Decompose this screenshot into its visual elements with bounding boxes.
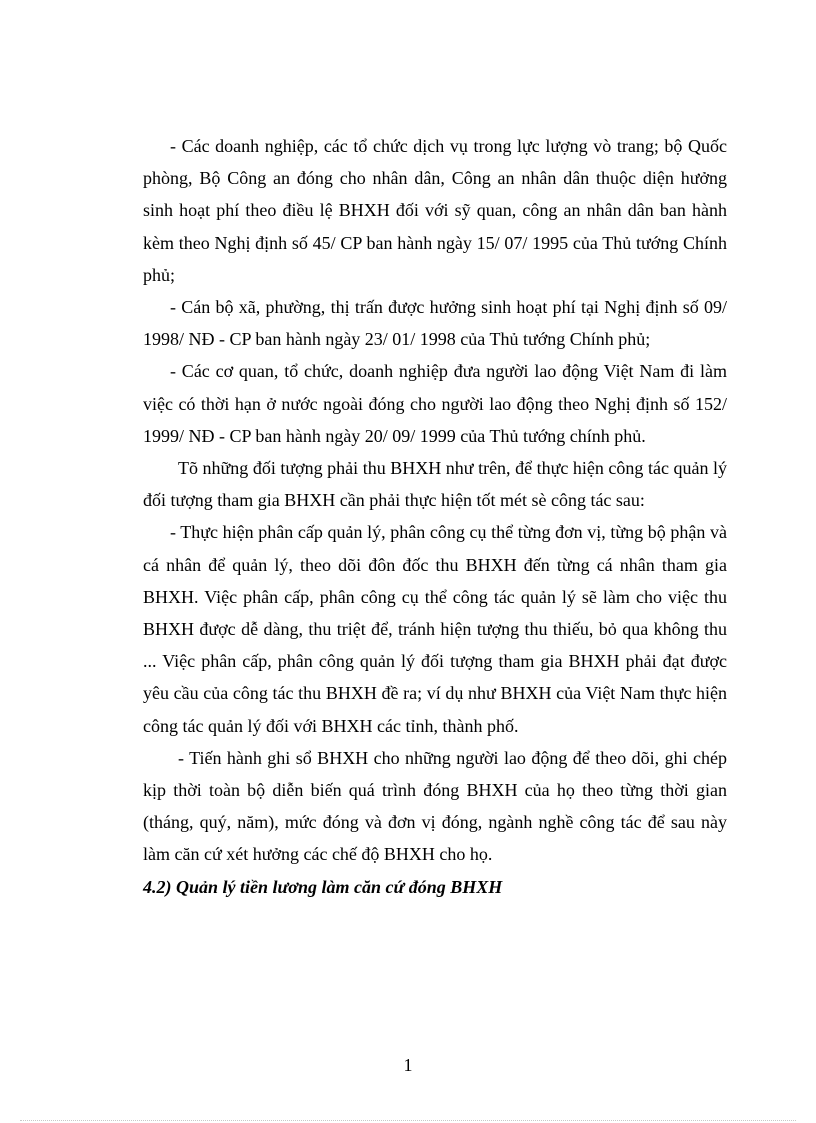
page-number: 1 [403, 1055, 413, 1075]
section-heading: 4.2) Quản lý tiền lương làm căn cứ đóng BHXH [143, 876, 503, 897]
paragraph-commune-officials: - Cán bộ xã, phường, thị trấn được hưởng sinh hoạt phí tại Nghị định số 09/ 1998/ NĐ - CP ban hành ngày 23/ 01/ 1998 của Thủ tướng Chính phủ; [143, 297, 727, 350]
paragraph-management-intro: Tõ những đối tượng phải thu BHXH như trên, để thực hiện công tác quản lý đối tượng tham gia BHXH cần phải thực hiện tốt mét sè công tác sau: [143, 458, 727, 511]
paragraph-insurance-book: - Tiến hành ghi sổ BHXH cho những người lao động để theo dõi, ghi chép kịp thời toàn bộ diễn biến quá trình đóng BHXH của họ theo từng thời gian (tháng, quý, năm), mức đóng và đơn vị đóng, ngành nghề công tác để sau này làm căn cứ xét hưởng các chế độ BHXH cho họ. [143, 747, 727, 865]
paragraph-overseas-workers: - Các cơ quan, tổ chức, doanh nghiệp đưa người lao động Việt Nam đi làm việc có thời hạn ở nước ngoài đóng cho người lao động theo Nghị định số 152/ 1999/ NĐ - CP ban hành ngày 20/ 09/ 1999 của Thủ tướng chính phủ. [143, 361, 727, 446]
paragraph-enterprises-armed-forces: - Các doanh nghiệp, các tổ chức dịch vụ trong lực lượng vò trang; bộ Quốc phòng, Bộ Công an đóng cho nhân dân, Công an nhân dân thuộc diện hưởng sinh hoạt phí theo điều lệ BHXH đối với sỹ quan, công an nhân dân ban hành kèm theo Nghị định số 45/ CP ban hành ngày 15/ 07/ 1995 của Thủ tướng Chính phủ; [143, 136, 727, 285]
paragraph-decentralization: - Thực hiện phân cấp quản lý, phân công cụ thể từng đơn vị, từng bộ phận và cá nhân để quản lý, theo dõi đôn đốc thu BHXH đến từng cá nhân tham gia BHXH. Việc phân cấp, phân công cụ thể công tác quản lý sẽ làm cho việc thu BHXH được dễ dàng, thu triệt để, tránh hiện tượng thu thiếu, bỏ qua không thu ... Việc phân cấp, phân công quản lý đối tượng tham gia BHXH phải đạt được yêu cầu của công tác thu BHXH đề ra; ví dụ như BHXH của Việt Nam thực hiện công tác quản lý đối với BHXH các tỉnh, thành phố. [143, 522, 727, 736]
body-text [143, 130, 727, 903]
page-bottom-divider [20, 1120, 796, 1121]
